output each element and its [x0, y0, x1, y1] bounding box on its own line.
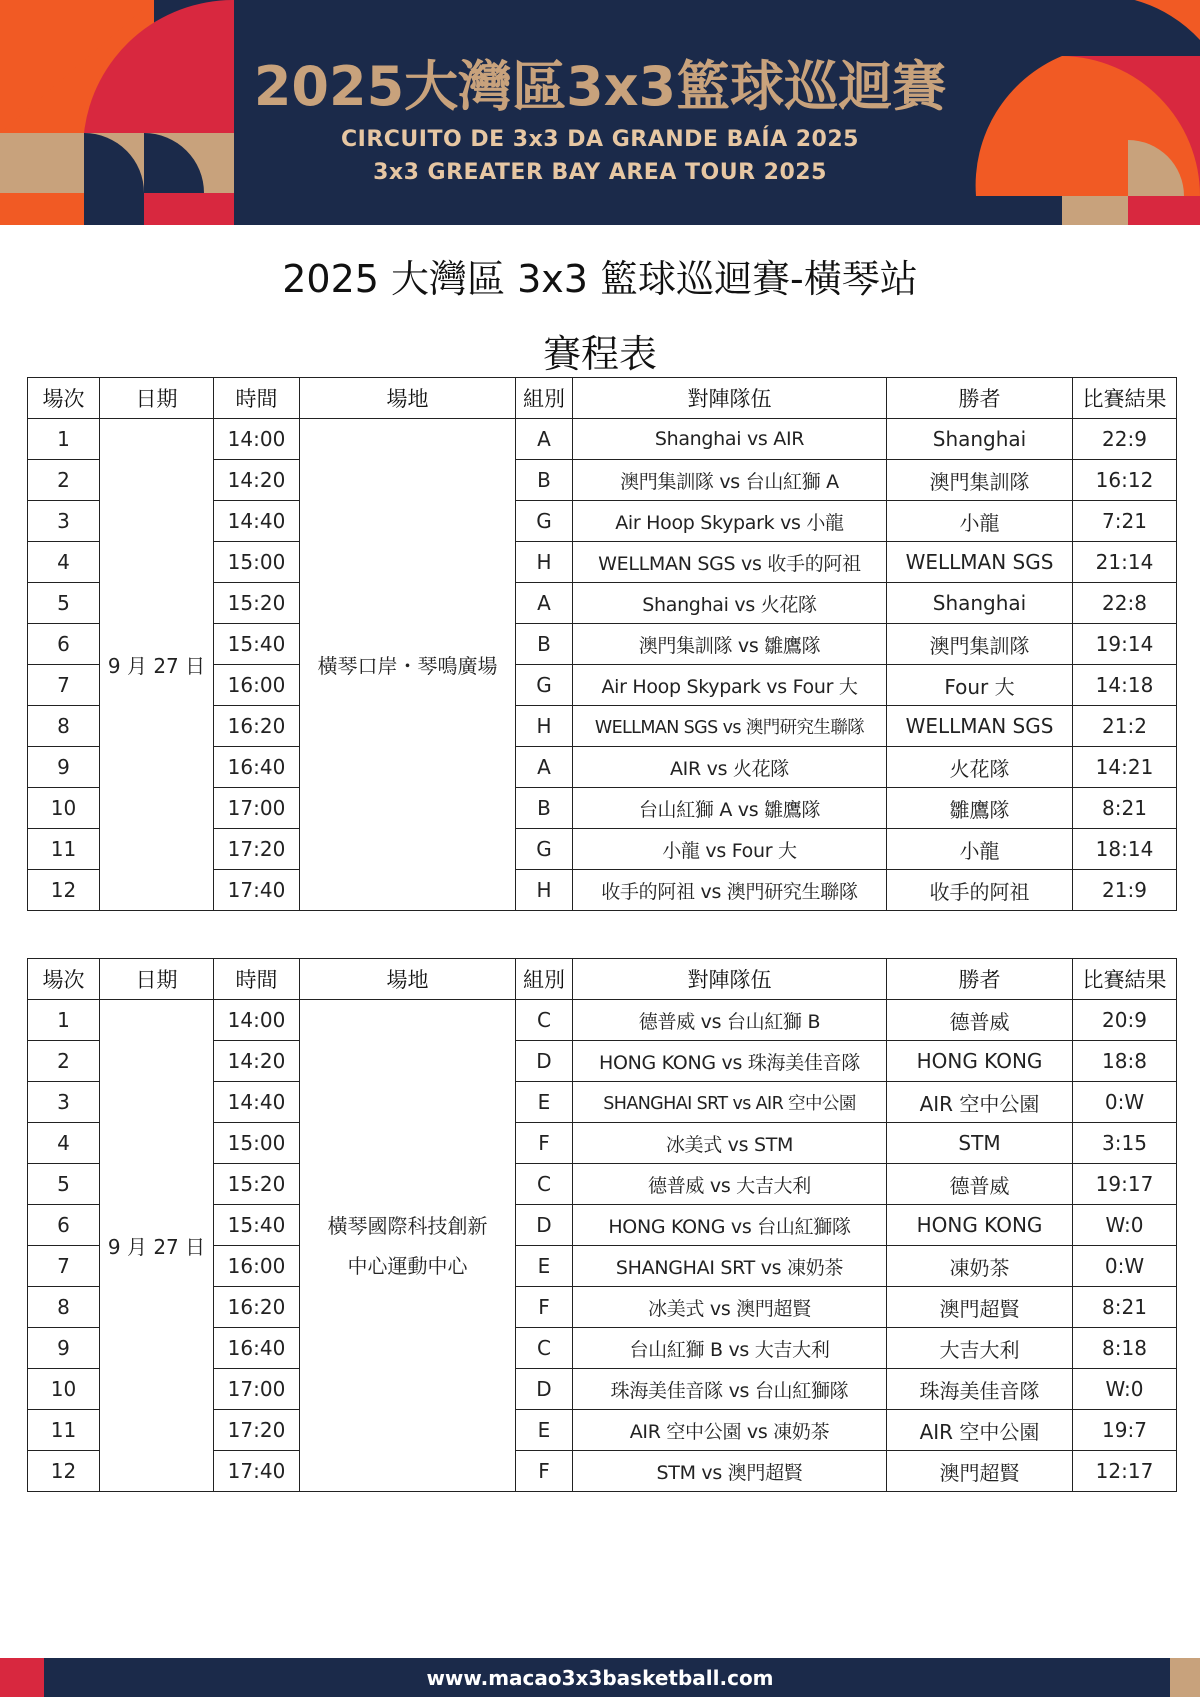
- matchup: AIR 空中公園 vs 凍奶茶: [573, 1410, 887, 1451]
- match-no: 11: [28, 1410, 100, 1451]
- matchup: 台山紅獅 B vs 大吉大利: [573, 1328, 887, 1369]
- winner: 小龍: [887, 501, 1073, 542]
- winner: AIR 空中公園: [887, 1410, 1073, 1451]
- group: C: [516, 1164, 573, 1205]
- match-no: 1: [28, 419, 100, 460]
- header-matchup: 對陣隊伍: [573, 378, 887, 419]
- group: C: [516, 1328, 573, 1369]
- matchup: WELLMAN SGS vs 收手的阿祖: [573, 542, 887, 583]
- time: 14:40: [214, 501, 300, 542]
- match-no: 12: [28, 870, 100, 911]
- match-no: 4: [28, 542, 100, 583]
- match-no: 9: [28, 747, 100, 788]
- winner: 凍奶茶: [887, 1246, 1073, 1287]
- matchup: Shanghai vs AIR: [573, 419, 887, 460]
- match-no: 5: [28, 583, 100, 624]
- matchup: HONG KONG vs 台山紅獅隊: [573, 1205, 887, 1246]
- group: H: [516, 542, 573, 583]
- score: 8:21: [1073, 788, 1177, 829]
- group: H: [516, 870, 573, 911]
- winner: STM: [887, 1123, 1073, 1164]
- page-title: 2025 大灣區 3x3 籃球巡迴賽-橫琴站: [282, 257, 918, 301]
- winner: WELLMAN SGS: [887, 706, 1073, 747]
- banner-title-chinese: 2025大灣區3x3籃球巡迴賽: [253, 55, 947, 118]
- group: C: [516, 1000, 573, 1041]
- venue-line-1: 橫琴國際科技創新: [327, 1213, 488, 1238]
- date-cell: 9 月 27 日: [100, 1000, 214, 1492]
- winner: 小龍: [887, 829, 1073, 870]
- group: A: [516, 747, 573, 788]
- winner: Four 大: [887, 665, 1073, 706]
- header-match-no: 場次: [28, 959, 100, 1000]
- matchup: 小龍 vs Four 大: [573, 829, 887, 870]
- time: 17:40: [214, 1451, 300, 1492]
- winner: AIR 空中公園: [887, 1082, 1073, 1123]
- score: 21:14: [1073, 542, 1177, 583]
- table-row: [28, 419, 1177, 460]
- score: 16:12: [1073, 460, 1177, 501]
- match-no: 3: [28, 1082, 100, 1123]
- matchup: STM vs 澳門超賢: [573, 1451, 887, 1492]
- time: 17:00: [214, 788, 300, 829]
- match-no: 12: [28, 1451, 100, 1492]
- time: 14:20: [214, 1041, 300, 1082]
- match-no: 11: [28, 829, 100, 870]
- table-header-row: [28, 959, 1177, 1000]
- winner: 珠海美佳音隊: [887, 1369, 1073, 1410]
- header-date: 日期: [100, 378, 214, 419]
- winner: 澳門超賢: [887, 1287, 1073, 1328]
- header-result: 比賽結果: [1073, 959, 1177, 1000]
- group: H: [516, 706, 573, 747]
- winner: Shanghai: [887, 583, 1073, 624]
- winner: 澳門集訓隊: [887, 624, 1073, 665]
- matchup: Air Hoop Skypark vs 小龍: [573, 501, 887, 542]
- group: G: [516, 501, 573, 542]
- group: A: [516, 419, 573, 460]
- matchup: 澳門集訓隊 vs 雛鷹隊: [573, 624, 887, 665]
- time: 16:00: [214, 1246, 300, 1287]
- time: 17:40: [214, 870, 300, 911]
- date-cell: 9 月 27 日: [100, 419, 214, 911]
- group: E: [516, 1082, 573, 1123]
- time: 14:00: [214, 1000, 300, 1041]
- winner: WELLMAN SGS: [887, 542, 1073, 583]
- matchup: 收手的阿祖 vs 澳門研究生聯隊: [573, 870, 887, 911]
- winner: 收手的阿祖: [887, 870, 1073, 911]
- group: G: [516, 665, 573, 706]
- time: 17:20: [214, 829, 300, 870]
- matchup: AIR vs 火花隊: [573, 747, 887, 788]
- score: 0:W: [1073, 1082, 1177, 1123]
- table-row: [28, 1000, 1177, 1041]
- time: 14:00: [214, 419, 300, 460]
- header-banner: [0, 0, 1200, 225]
- time: 16:20: [214, 706, 300, 747]
- venue-cell: [300, 1000, 516, 1492]
- time: 15:20: [214, 583, 300, 624]
- matchup: SHANGHAI SRT vs 凍奶茶: [573, 1246, 887, 1287]
- winner: 雛鷹隊: [887, 788, 1073, 829]
- matchup: 澳門集訓隊 vs 台山紅獅 A: [573, 460, 887, 501]
- score: 21:9: [1073, 870, 1177, 911]
- matchup: Shanghai vs 火花隊: [573, 583, 887, 624]
- match-no: 6: [28, 1205, 100, 1246]
- group: B: [516, 624, 573, 665]
- match-no: 2: [28, 1041, 100, 1082]
- group: D: [516, 1369, 573, 1410]
- time: 15:00: [214, 542, 300, 583]
- match-no: 7: [28, 665, 100, 706]
- time: 15:40: [214, 624, 300, 665]
- footer-bar: [0, 1658, 1200, 1697]
- table-header-row: [28, 378, 1177, 419]
- winner: 德普威: [887, 1000, 1073, 1041]
- match-no: 7: [28, 1246, 100, 1287]
- match-no: 8: [28, 1287, 100, 1328]
- score: 14:21: [1073, 747, 1177, 788]
- score: 14:18: [1073, 665, 1177, 706]
- header-result: 比賽結果: [1073, 378, 1177, 419]
- matchup: 冰美式 vs 澳門超賢: [573, 1287, 887, 1328]
- matchup: SHANGHAI SRT vs AIR 空中公園: [573, 1082, 887, 1123]
- winner: HONG KONG: [887, 1205, 1073, 1246]
- score: 21:2: [1073, 706, 1177, 747]
- group: F: [516, 1287, 573, 1328]
- matchup: 德普威 vs 台山紅獅 B: [573, 1000, 887, 1041]
- header-venue: 場地: [300, 959, 516, 1000]
- time: 15:20: [214, 1164, 300, 1205]
- matchup: 台山紅獅 A vs 雛鷹隊: [573, 788, 887, 829]
- matchup: Air Hoop Skypark vs Four 大: [573, 665, 887, 706]
- winner: 澳門集訓隊: [887, 460, 1073, 501]
- header-venue: 場地: [300, 378, 516, 419]
- matchup: 德普威 vs 大吉大利: [573, 1164, 887, 1205]
- score: 22:9: [1073, 419, 1177, 460]
- score: 12:17: [1073, 1451, 1177, 1492]
- group: F: [516, 1451, 573, 1492]
- group: B: [516, 788, 573, 829]
- match-no: 3: [28, 501, 100, 542]
- group: E: [516, 1246, 573, 1287]
- website-link[interactable]: www.macao3x3basketball.com: [426, 1666, 774, 1690]
- match-no: 9: [28, 1328, 100, 1369]
- time: 15:00: [214, 1123, 300, 1164]
- score: 8:18: [1073, 1328, 1177, 1369]
- winner: 火花隊: [887, 747, 1073, 788]
- score: 8:21: [1073, 1287, 1177, 1328]
- match-no: 6: [28, 624, 100, 665]
- score: 3:15: [1073, 1123, 1177, 1164]
- matchup: 冰美式 vs STM: [573, 1123, 887, 1164]
- winner: 德普威: [887, 1164, 1073, 1205]
- winner: 大吉大利: [887, 1328, 1073, 1369]
- score: W:0: [1073, 1369, 1177, 1410]
- matchup: HONG KONG vs 珠海美佳音隊: [573, 1041, 887, 1082]
- time: 17:20: [214, 1410, 300, 1451]
- score: 0:W: [1073, 1246, 1177, 1287]
- banner-title-english: 3x3 GREATER BAY AREA TOUR 2025: [373, 160, 827, 185]
- time: 15:40: [214, 1205, 300, 1246]
- header-time: 時間: [214, 378, 300, 419]
- score: 18:8: [1073, 1041, 1177, 1082]
- time: 16:00: [214, 665, 300, 706]
- group: B: [516, 460, 573, 501]
- match-no: 4: [28, 1123, 100, 1164]
- group: D: [516, 1205, 573, 1246]
- score: 19:14: [1073, 624, 1177, 665]
- header-group: 組別: [516, 959, 573, 1000]
- time: 14:20: [214, 460, 300, 501]
- winner: HONG KONG: [887, 1041, 1073, 1082]
- group: D: [516, 1041, 573, 1082]
- header-matchup: 對陣隊伍: [573, 959, 887, 1000]
- winner: 澳門超賢: [887, 1451, 1073, 1492]
- match-no: 8: [28, 706, 100, 747]
- header-group: 組別: [516, 378, 573, 419]
- time: 14:40: [214, 1082, 300, 1123]
- matchup: 珠海美佳音隊 vs 台山紅獅隊: [573, 1369, 887, 1410]
- schedule-table-2: [27, 958, 1177, 1492]
- match-no: 10: [28, 1369, 100, 1410]
- venue-cell: 橫琴口岸・琴鳴廣場: [300, 419, 516, 911]
- score: 18:14: [1073, 829, 1177, 870]
- score: 7:21: [1073, 501, 1177, 542]
- time: 16:40: [214, 747, 300, 788]
- venue-line-2: 中心運動中心: [347, 1253, 468, 1278]
- matchup: WELLMAN SGS vs 澳門研究生聯隊: [573, 706, 887, 747]
- group: F: [516, 1123, 573, 1164]
- score: 19:7: [1073, 1410, 1177, 1451]
- score: 19:17: [1073, 1164, 1177, 1205]
- time: 17:00: [214, 1369, 300, 1410]
- time: 16:20: [214, 1287, 300, 1328]
- score: 22:8: [1073, 583, 1177, 624]
- match-no: 5: [28, 1164, 100, 1205]
- score: 20:9: [1073, 1000, 1177, 1041]
- header-time: 時間: [214, 959, 300, 1000]
- header-match-no: 場次: [28, 378, 100, 419]
- score: W:0: [1073, 1205, 1177, 1246]
- schedule-title: 賽程表: [542, 332, 657, 376]
- schedule-table-1: [27, 377, 1177, 911]
- header-winner: 勝者: [887, 378, 1073, 419]
- winner: Shanghai: [887, 419, 1073, 460]
- match-no: 10: [28, 788, 100, 829]
- header-winner: 勝者: [887, 959, 1073, 1000]
- group: A: [516, 583, 573, 624]
- match-no: 1: [28, 1000, 100, 1041]
- match-no: 2: [28, 460, 100, 501]
- group: G: [516, 829, 573, 870]
- time: 16:40: [214, 1328, 300, 1369]
- header-date: 日期: [100, 959, 214, 1000]
- banner-title-portuguese: CIRCUITO DE 3x3 DA GRANDE BAÍA 2025: [341, 127, 859, 152]
- group: E: [516, 1410, 573, 1451]
